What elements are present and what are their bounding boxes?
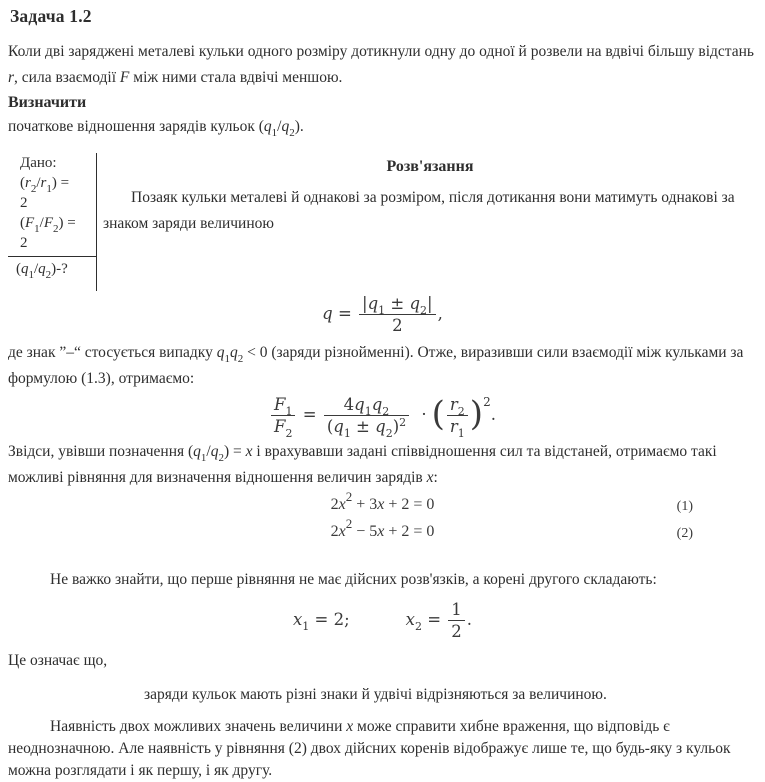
open-paren: (	[431, 393, 445, 434]
text-run: і врахувавши задані співвідношення сил та відстаней, отримаємо такі можливі рівняння для визначення відношення величин зарядів	[8, 443, 717, 486]
root-2-lhs: $x_2$ =	[405, 610, 442, 633]
text-run: .	[299, 118, 304, 135]
given-item-force-value: 2	[20, 235, 28, 251]
solution-intro: Позаяк кульки металеві й однакові за розміром, після дотикання вони матимуть однакові за знаком заряди величиною	[103, 189, 735, 232]
fraction-denominator: 2	[448, 620, 465, 642]
charge-formula	[8, 291, 757, 338]
charge-formula-lhs: q	[322, 304, 333, 323]
math-var-x: x	[426, 469, 434, 486]
fraction-denominator: $(q_1 \pm q_2)^2$	[324, 415, 409, 437]
equation-number-2: (2)	[676, 526, 693, 541]
fraction-numerator: 1	[451, 600, 462, 619]
force-ratio-fraction	[271, 394, 295, 440]
text-run: де знак ”–“ стосується випадку	[8, 344, 217, 361]
sign-note	[8, 340, 757, 392]
math-substitution: $(q_1/q_2) = x$	[188, 443, 253, 464]
fraction-denominator: $r_1$	[447, 415, 468, 437]
given-item-distance-value: 2	[20, 195, 28, 211]
given-solution-section	[8, 153, 757, 291]
fraction-denominator: $F_2$	[271, 415, 295, 437]
charge-formula-fraction	[359, 293, 436, 336]
text-run: може справити хибне враження, що відповідь є неоднозначною. Але наявність у рівняння (2) двох дійсних коренів відображує лише те, що будь-яку з кульок можна розглядати і як першу, і як другу.	[8, 718, 731, 779]
root-1: $x_1 = 2$;	[292, 610, 350, 633]
text-run: між ними стала вдвічі меншою.	[129, 69, 343, 86]
roots-formula	[8, 597, 757, 644]
substitution-note	[8, 439, 757, 491]
close-paren: )	[469, 393, 484, 434]
roots-intro: Не важко знайти, що перше рівняння не має дійсних розв'язків, а корені другого складають:	[50, 571, 657, 588]
exponent: 2	[483, 395, 491, 409]
distance-ratio-fraction	[447, 394, 468, 440]
text-run: (заряди різнойменні). Отже, виразивши сили взаємодії між кульками за формулою (1.3), отримаємо:	[8, 344, 744, 387]
find-text	[8, 115, 757, 139]
text-run: Наявність двох можливих значень величини	[50, 718, 347, 735]
given-item-force-ratio: $(F_1/F_2)$ =	[20, 215, 76, 235]
equation-2: $2x^2 - 5x + 2 = 0$	[330, 516, 435, 540]
fraction-denominator: 2	[359, 314, 436, 336]
given-list	[20, 153, 96, 253]
equation-number-1: (1)	[676, 499, 693, 514]
math-charge-product: $q_1q_2 < 0$	[216, 344, 268, 365]
math-var-F: F	[119, 69, 130, 86]
solution-heading: Розв'язання	[386, 158, 474, 175]
charge-term-fraction	[324, 394, 409, 440]
solution-column	[97, 153, 757, 291]
equations-block	[8, 491, 757, 545]
text-run: :	[433, 469, 438, 486]
text-run: , сила взаємодії	[14, 69, 120, 86]
root-2-fraction	[448, 599, 465, 642]
conclusion-main: заряди кульок мають різні знаки й удвічі відрізняються за величиною.	[144, 686, 607, 703]
math-var-r: r	[8, 69, 15, 86]
fraction-numerator: $4q_1q_2$	[343, 395, 390, 418]
formula-tail: .	[466, 610, 473, 629]
equals-sign: =	[302, 405, 317, 424]
given-item-distance-ratio: $(r_2/r_1)$ =	[20, 175, 70, 195]
given-box	[8, 153, 97, 291]
given-label: Дано:	[20, 155, 57, 171]
given-question: $(q_1/q_2)-$?	[8, 256, 96, 279]
page-title: Задача 1.2	[10, 6, 92, 26]
conclusion-lead: Це означає що,	[8, 652, 108, 669]
equation-row-1	[8, 491, 757, 518]
text-run: початкове відношення зарядів кульок	[8, 118, 259, 135]
equation-1: $2x^2 + 3x + 2 = 0$	[330, 489, 435, 513]
text-run: Звідси, увівши позначення	[8, 443, 188, 460]
force-formula	[8, 392, 757, 439]
find-heading: Визначити	[8, 94, 87, 111]
formula-tail: .	[490, 405, 496, 424]
multiplication-dot: ·	[421, 405, 427, 424]
math-charge-ratio: $(q_1/q_2)$	[258, 118, 300, 139]
fraction-numerator: $F_1$	[274, 395, 293, 418]
equation-row-2	[8, 518, 757, 545]
math-var-x: x	[346, 718, 354, 735]
fraction-numerator: $|q_1 \pm q_2|$	[362, 294, 433, 317]
text-run: Коли дві заряджені металеві кульки одного розміру дотикнули одну до одної й розвели на вдвічі більшу відстань	[8, 43, 754, 60]
formula-tail: ,	[437, 304, 443, 323]
fraction-numerator: $r_2$	[449, 395, 465, 418]
final-remark	[8, 716, 757, 782]
equals-sign: =	[337, 304, 352, 323]
problem-statement	[8, 39, 757, 91]
